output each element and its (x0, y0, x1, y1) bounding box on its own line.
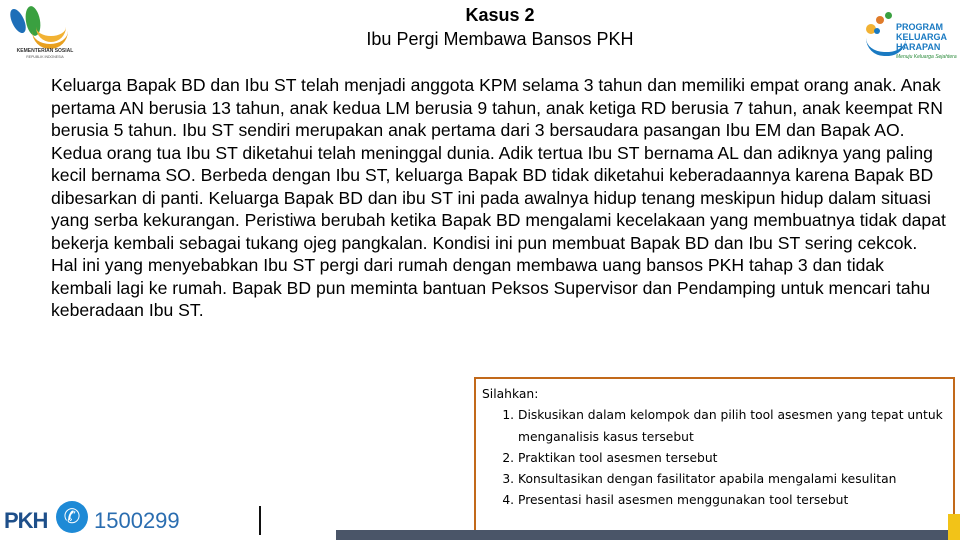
instruction-item: 4. Presentasi hasil asesmen menggunakan tool tersebut (518, 490, 945, 511)
instruction-item: 3. Konsultasikan dengan fasilitator apabila mengalami kesulitan (518, 469, 945, 490)
instructions-intro: Silahkan: (482, 387, 539, 401)
instruction-item: 2. Praktikan tool asesmen tersebut (518, 448, 945, 469)
instruction-item: 1. Diskusikan dalam kelompok dan pilih tool asesmen yang tepat untuk menganalisis kasus tersebut (518, 405, 945, 448)
pkh-hotline (4, 500, 184, 540)
instructions-box (474, 377, 955, 534)
page-subtitle: Ibu Pergi Membawa Bansos PKH (366, 29, 634, 49)
instructions-list (482, 405, 945, 511)
logo-right-tagline: Menuju Keluarga Sejahtera (896, 54, 957, 60)
pkh-brand-text: PKH (4, 508, 48, 533)
page-title: Kasus 2 (465, 5, 535, 25)
footer-divider (259, 506, 261, 535)
hotline-number: 1500299 (94, 508, 180, 533)
logo-left-subcaption: REPUBLIK INDONESIA (26, 55, 64, 59)
footer-bar (336, 530, 948, 540)
logo-right-line1: PROGRAM (896, 22, 943, 32)
corner-accent (948, 514, 960, 540)
logo-right-line2: KELUARGA (896, 32, 947, 42)
logo-left-caption: KEMENTERIAN SOSIAL (16, 48, 74, 54)
phone-icon: ✆ (56, 501, 88, 533)
logo-right-line3: HARAPAN (896, 42, 941, 52)
case-description: Keluarga Bapak BD dan Ibu ST telah menjadi anggota KPM selama 3 tahun dan memiliki empat orang anak. Anak pertama AN berusia 13 tahun, anak kedua LM berusia 9 tahun, anak ketiga RD berusia 7 tahun, anak keempat RN berusia 5 tahun. Ibu ST sendiri merupakan anak pertama dari 3 bersaudara pasangan Ibu EM dan Bapak AO. Kedua orang tua Ibu ST diketahui telah meninggal dunia. Adik tertua Ibu ST bernama AL dan adiknya yang paling kecil bernama SO. Berbeda dengan Ibu ST, keluarga Bapak BD tidak diketahui keberadaannya karena Bapak BD dibesarkan di panti. Keluarga Bapak BD dan ibu ST ini pada awalnya hidup tenang meskipun hidup dalam situasi yang serba kekurangan. Peristiwa berubah ketika Bapak BD mengalami kecelakaan yang membuatnya tidak dapat bekerja kembali sebagai tukang ojeg pangkalan. Kondisi ini pun membuat Bapak BD dan Ibu ST sering cekcok. Hal ini yang menyebabkan Ibu ST pergi dari rumah dengan membawa uang bansos PKH tahap 3 dan tidak kembali lagi ke rumah. Bapak BD pun meminta bantuan Peksos Supervisor dan Pendamping untuk mencari tahu keberadaan Ibu ST. (51, 75, 946, 320)
